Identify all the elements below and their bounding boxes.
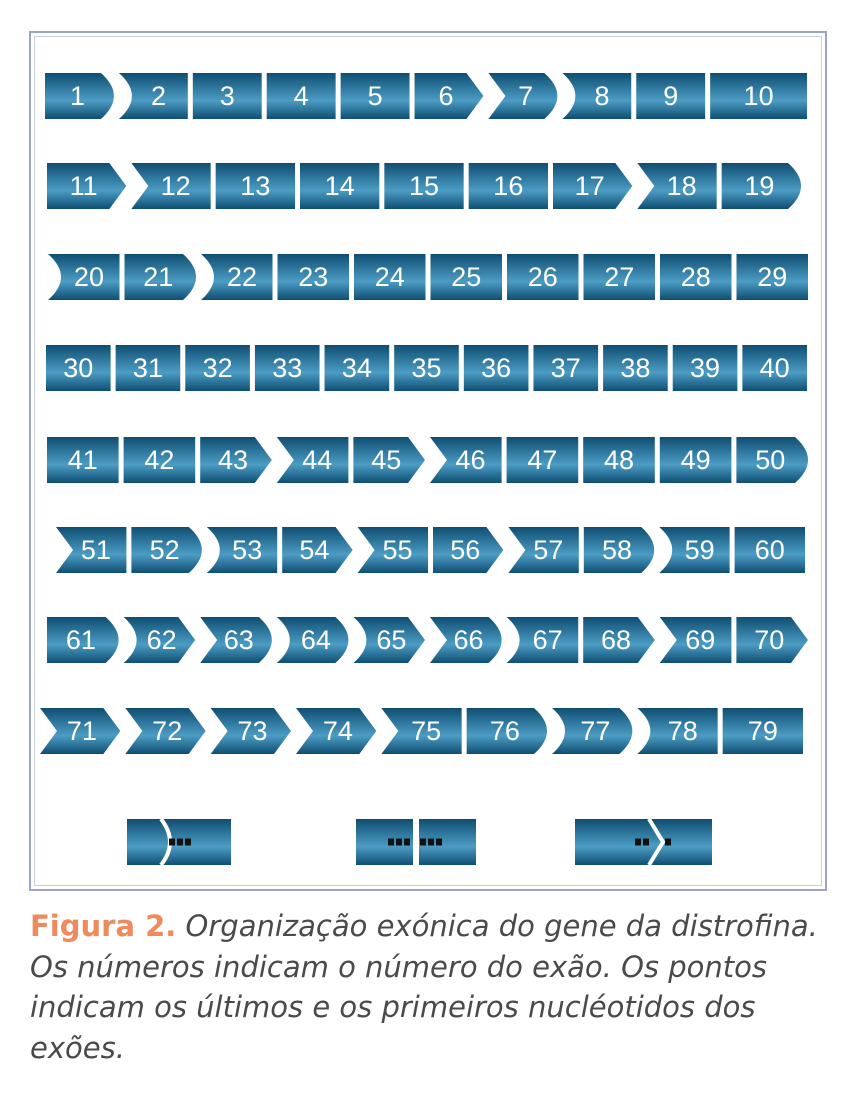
exon-33 xyxy=(255,345,320,391)
exon-1-number: 1 xyxy=(69,81,86,111)
exon-65-number: 65 xyxy=(376,625,407,655)
exon-11-number: 11 xyxy=(69,171,98,201)
exon-18-number: 18 xyxy=(666,171,697,201)
exon-63-number: 63 xyxy=(223,625,254,655)
exon-38 xyxy=(603,345,668,391)
exon-39-number: 39 xyxy=(690,353,721,383)
exon-17 xyxy=(553,163,632,209)
exon-8-number: 8 xyxy=(594,81,610,111)
exon-31-number: 31 xyxy=(132,353,163,383)
exon-16-number: 16 xyxy=(493,171,524,201)
exon-28-number: 28 xyxy=(680,262,711,292)
exon-16 xyxy=(469,163,548,209)
exon-12-number: 12 xyxy=(160,171,191,201)
exon-73-number: 73 xyxy=(237,716,268,746)
exon-1 xyxy=(45,73,114,119)
exon-8 xyxy=(562,73,631,119)
nucleotide-dot xyxy=(169,839,175,846)
exon-68 xyxy=(583,617,655,663)
exon-73 xyxy=(211,708,291,754)
exon-64 xyxy=(277,617,349,663)
exon-63 xyxy=(200,617,272,663)
exon-26 xyxy=(507,254,579,300)
exon-24 xyxy=(354,254,426,300)
exon-40 xyxy=(742,345,807,391)
exon-21 xyxy=(125,254,197,300)
exon-11 xyxy=(47,163,126,209)
exon-47-number: 47 xyxy=(527,445,558,475)
exon-19-number: 19 xyxy=(744,171,775,201)
exon-77 xyxy=(552,708,632,754)
exon-76 xyxy=(467,708,547,754)
exon-30 xyxy=(46,345,111,391)
exon-50 xyxy=(736,437,808,483)
exon-75-number: 75 xyxy=(411,716,442,746)
exon-79 xyxy=(723,708,803,754)
exon-79-number: 79 xyxy=(747,716,778,746)
exon-54 xyxy=(282,527,352,573)
exon-48 xyxy=(583,437,655,483)
exon-12 xyxy=(131,163,210,209)
exon-61 xyxy=(47,617,119,663)
exon-62 xyxy=(124,617,196,663)
exon-57 xyxy=(508,527,578,573)
exon-23-number: 23 xyxy=(298,262,329,292)
legend-exon-right xyxy=(419,819,476,865)
exon-72 xyxy=(125,708,205,754)
exon-29-number: 29 xyxy=(757,262,788,292)
exon-31 xyxy=(116,345,181,391)
exon-2 xyxy=(119,73,188,119)
nucleotide-dot xyxy=(185,839,191,846)
nucleotide-dot xyxy=(665,839,671,846)
nucleotide-dot xyxy=(420,839,426,846)
exon-14-number: 14 xyxy=(324,171,355,201)
exon-33-number: 33 xyxy=(272,353,303,383)
legend-item-2 xyxy=(356,819,476,865)
exon-57-number: 57 xyxy=(533,535,564,565)
exon-37-number: 37 xyxy=(550,353,581,383)
exon-45-number: 45 xyxy=(371,445,402,475)
exon-25-number: 25 xyxy=(451,262,482,292)
exon-49 xyxy=(660,437,732,483)
exon-35-number: 35 xyxy=(411,353,442,383)
exon-17-number: 17 xyxy=(574,171,605,201)
exon-22-number: 22 xyxy=(226,262,257,292)
exon-6-number: 6 xyxy=(438,81,454,111)
exon-9 xyxy=(636,73,705,119)
exon-14 xyxy=(300,163,379,209)
exon-41 xyxy=(47,437,119,483)
exon-66 xyxy=(430,617,502,663)
exon-77-number: 77 xyxy=(580,716,611,746)
exon-6 xyxy=(415,73,484,119)
exon-7 xyxy=(488,73,557,119)
exon-3 xyxy=(193,73,262,119)
nucleotide-dot xyxy=(436,839,442,846)
nucleotide-dot xyxy=(404,839,410,846)
exon-13-number: 13 xyxy=(240,171,271,201)
exon-40-number: 40 xyxy=(759,353,790,383)
exon-24-number: 24 xyxy=(374,262,405,292)
exon-46-number: 46 xyxy=(455,445,486,475)
exon-27 xyxy=(584,254,656,300)
nucleotide-dot xyxy=(643,839,649,846)
exon-34-number: 34 xyxy=(341,353,372,383)
exon-21-number: 21 xyxy=(143,262,174,292)
exon-45 xyxy=(353,437,425,483)
exon-9-number: 9 xyxy=(663,81,679,111)
exon-37 xyxy=(533,345,598,391)
exon-47 xyxy=(507,437,579,483)
exon-58-number: 58 xyxy=(602,535,633,565)
exon-5 xyxy=(341,73,410,119)
exon-42-number: 42 xyxy=(144,445,175,475)
exon-27-number: 27 xyxy=(604,262,635,292)
exon-48-number: 48 xyxy=(603,445,635,475)
exon-75 xyxy=(381,708,461,754)
exon-71-number: 71 xyxy=(66,716,97,746)
legend-item-3 xyxy=(575,819,712,865)
nucleotide-dot xyxy=(177,839,183,846)
exon-46 xyxy=(430,437,502,483)
exon-25 xyxy=(431,254,503,300)
exon-65 xyxy=(353,617,425,663)
exon-58 xyxy=(584,527,654,573)
exon-4 xyxy=(267,73,336,119)
exon-20-number: 20 xyxy=(73,262,104,292)
exon-42 xyxy=(124,437,196,483)
exon-67 xyxy=(507,617,579,663)
exon-44-number: 44 xyxy=(302,445,333,475)
exon-72-number: 72 xyxy=(152,716,183,746)
exon-69-number: 69 xyxy=(685,625,716,655)
exon-78 xyxy=(637,708,717,754)
exon-52 xyxy=(131,527,201,573)
exon-49-number: 49 xyxy=(680,445,711,475)
legend-item-1 xyxy=(127,819,231,865)
exon-68-number: 68 xyxy=(601,625,632,655)
exon-39 xyxy=(673,345,738,391)
exon-67-number: 67 xyxy=(532,625,563,655)
exon-19 xyxy=(722,163,801,209)
exon-62-number: 62 xyxy=(146,625,177,655)
exon-52-number: 52 xyxy=(149,535,180,565)
exon-32 xyxy=(185,345,250,391)
exon-20 xyxy=(48,254,120,300)
exon-60-number: 60 xyxy=(754,535,785,565)
exon-29 xyxy=(737,254,809,300)
exon-28 xyxy=(660,254,732,300)
exon-50-number: 50 xyxy=(755,445,786,475)
exon-70-number: 70 xyxy=(754,625,785,655)
exon-7-number: 7 xyxy=(518,81,534,111)
figure-caption-text: Organização exónica do gene da distrofina. Os números indicam o número do exão. Os pontos indicam os últimos e os primeiros nucléotidos dos exões. xyxy=(30,909,818,1065)
exon-34 xyxy=(325,345,390,391)
exon-36 xyxy=(464,345,529,391)
exon-38-number: 38 xyxy=(620,353,651,383)
exon-23 xyxy=(278,254,350,300)
exon-69 xyxy=(660,617,732,663)
exon-44 xyxy=(277,437,349,483)
exon-71 xyxy=(40,708,120,754)
exon-41-number: 41 xyxy=(67,445,98,475)
exon-64-number: 64 xyxy=(300,625,331,655)
exon-10 xyxy=(710,73,807,119)
exon-32-number: 32 xyxy=(202,353,233,383)
figure-caption xyxy=(30,906,820,1068)
exon-5-number: 5 xyxy=(367,81,383,111)
exon-43 xyxy=(200,437,272,483)
exon-55 xyxy=(358,527,428,573)
exon-51-number: 51 xyxy=(80,535,111,565)
exon-22 xyxy=(201,254,273,300)
exon-74-number: 74 xyxy=(322,716,353,746)
exon-70 xyxy=(736,617,808,663)
exon-53-number: 53 xyxy=(232,535,263,565)
exon-61-number: 61 xyxy=(65,625,96,655)
nucleotide-dot xyxy=(428,839,434,846)
figure-label: Figura 2. xyxy=(30,909,177,943)
exon-74 xyxy=(296,708,376,754)
exon-10-number: 10 xyxy=(743,81,774,111)
exon-56-number: 56 xyxy=(450,535,481,565)
exon-76-number: 76 xyxy=(489,716,520,746)
exon-53 xyxy=(207,527,277,573)
exon-18 xyxy=(637,163,716,209)
exon-35 xyxy=(394,345,459,391)
exon-59-number: 59 xyxy=(684,535,715,565)
exon-26-number: 26 xyxy=(527,262,558,292)
nucleotide-dot xyxy=(388,839,394,846)
exon-55-number: 55 xyxy=(382,535,413,565)
nucleotide-dot xyxy=(635,839,641,846)
exon-54-number: 54 xyxy=(299,535,330,565)
exon-2-number: 2 xyxy=(151,81,167,111)
exon-30-number: 30 xyxy=(63,353,94,383)
exon-3-number: 3 xyxy=(219,81,235,111)
exon-60 xyxy=(735,527,805,573)
exon-78-number: 78 xyxy=(667,716,698,746)
exon-43-number: 43 xyxy=(218,445,249,475)
exon-4-number: 4 xyxy=(293,81,309,111)
exon-66-number: 66 xyxy=(453,625,484,655)
nucleotide-dot xyxy=(396,839,402,846)
exon-59 xyxy=(659,527,729,573)
exon-15-number: 15 xyxy=(408,171,440,201)
exon-51 xyxy=(56,527,126,573)
exon-56 xyxy=(433,527,503,573)
exon-15 xyxy=(384,163,463,209)
exon-13 xyxy=(216,163,295,209)
exon-36-number: 36 xyxy=(481,353,512,383)
